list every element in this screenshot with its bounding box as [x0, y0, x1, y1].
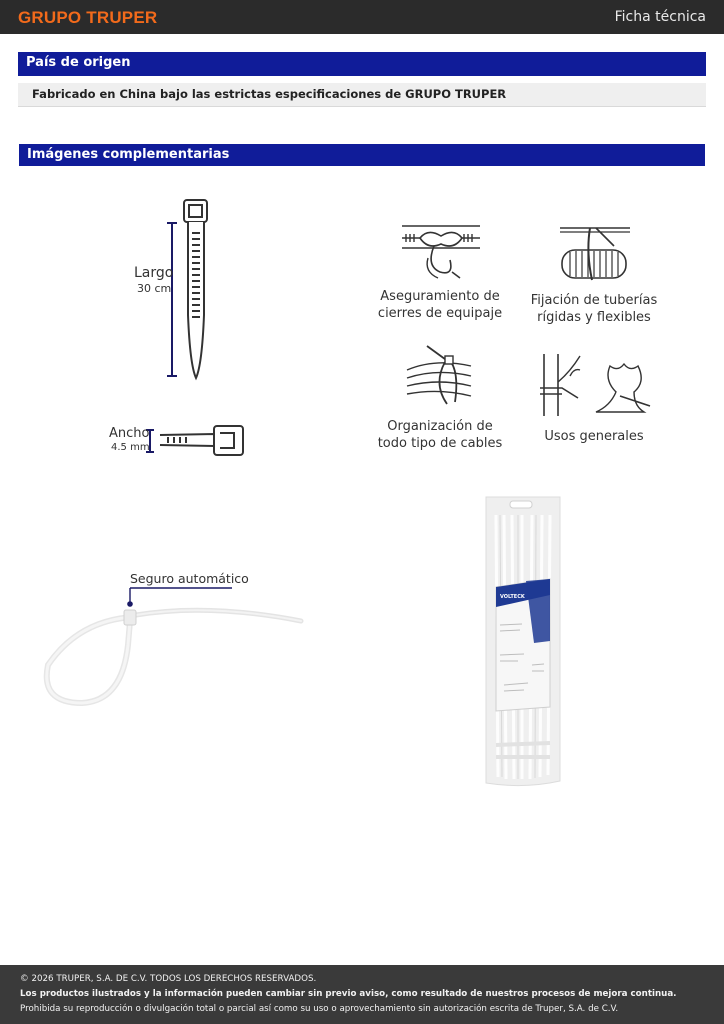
product-package-photo [482, 495, 562, 789]
largo-label: Largo [134, 265, 174, 281]
use-pipes-caption-2: rígidas y flexibles [537, 310, 651, 325]
use-cables-caption-1: Organización de [387, 419, 493, 434]
ancho-label: Ancho [109, 426, 150, 441]
section-origin-title: País de origen [18, 52, 706, 76]
use-cables-caption-2: todo tipo de cables [377, 436, 503, 451]
section-images-title: Imágenes complementarias [19, 144, 705, 166]
top-bar [0, 0, 724, 34]
general-use-icon [540, 352, 654, 418]
use-general-caption: Usos generales [544, 429, 644, 444]
brand-logo: GRUPO TRUPER [18, 8, 158, 27]
looped-cable-tie-photo [38, 585, 308, 710]
document-type: Ficha técnica [614, 9, 706, 25]
pipes-use-icon [558, 222, 632, 284]
footer-copyright: © 2026 TRUPER, S.A. DE C.V. TODOS LOS DERECHOS RESERVADOS. [20, 974, 317, 984]
use-luggage-caption-2: cierres de equipaje [377, 306, 503, 321]
package-brand-text: VOLTECK [500, 594, 525, 600]
footer-notice: Los productos ilustrados y la información pueden cambiar sin previo aviso, como resultado de nuestros procesos de mejora continua. [20, 989, 677, 999]
cables-use-icon [405, 344, 475, 406]
cable-tie-width-drawing [146, 424, 246, 458]
largo-value: 30 cm [137, 282, 172, 295]
footer [0, 965, 724, 1024]
use-pipes-caption-1: Fijación de tuberías [530, 293, 658, 308]
footer-prohibition: Prohibida su reproducción o divulgación total o parcial así como su uso o aprovechamiento sin autorización escrita de Truper, S.A. de C.V. [20, 1004, 619, 1014]
luggage-use-icon [398, 222, 484, 282]
ancho-value: 4.5 mm [111, 442, 150, 453]
origin-text: Fabricado en China bajo las estrictas especificaciones de GRUPO TRUPER [18, 83, 706, 107]
use-luggage-caption-1: Aseguramiento de [380, 289, 500, 304]
lock-callout-label: Seguro automático [130, 571, 249, 586]
